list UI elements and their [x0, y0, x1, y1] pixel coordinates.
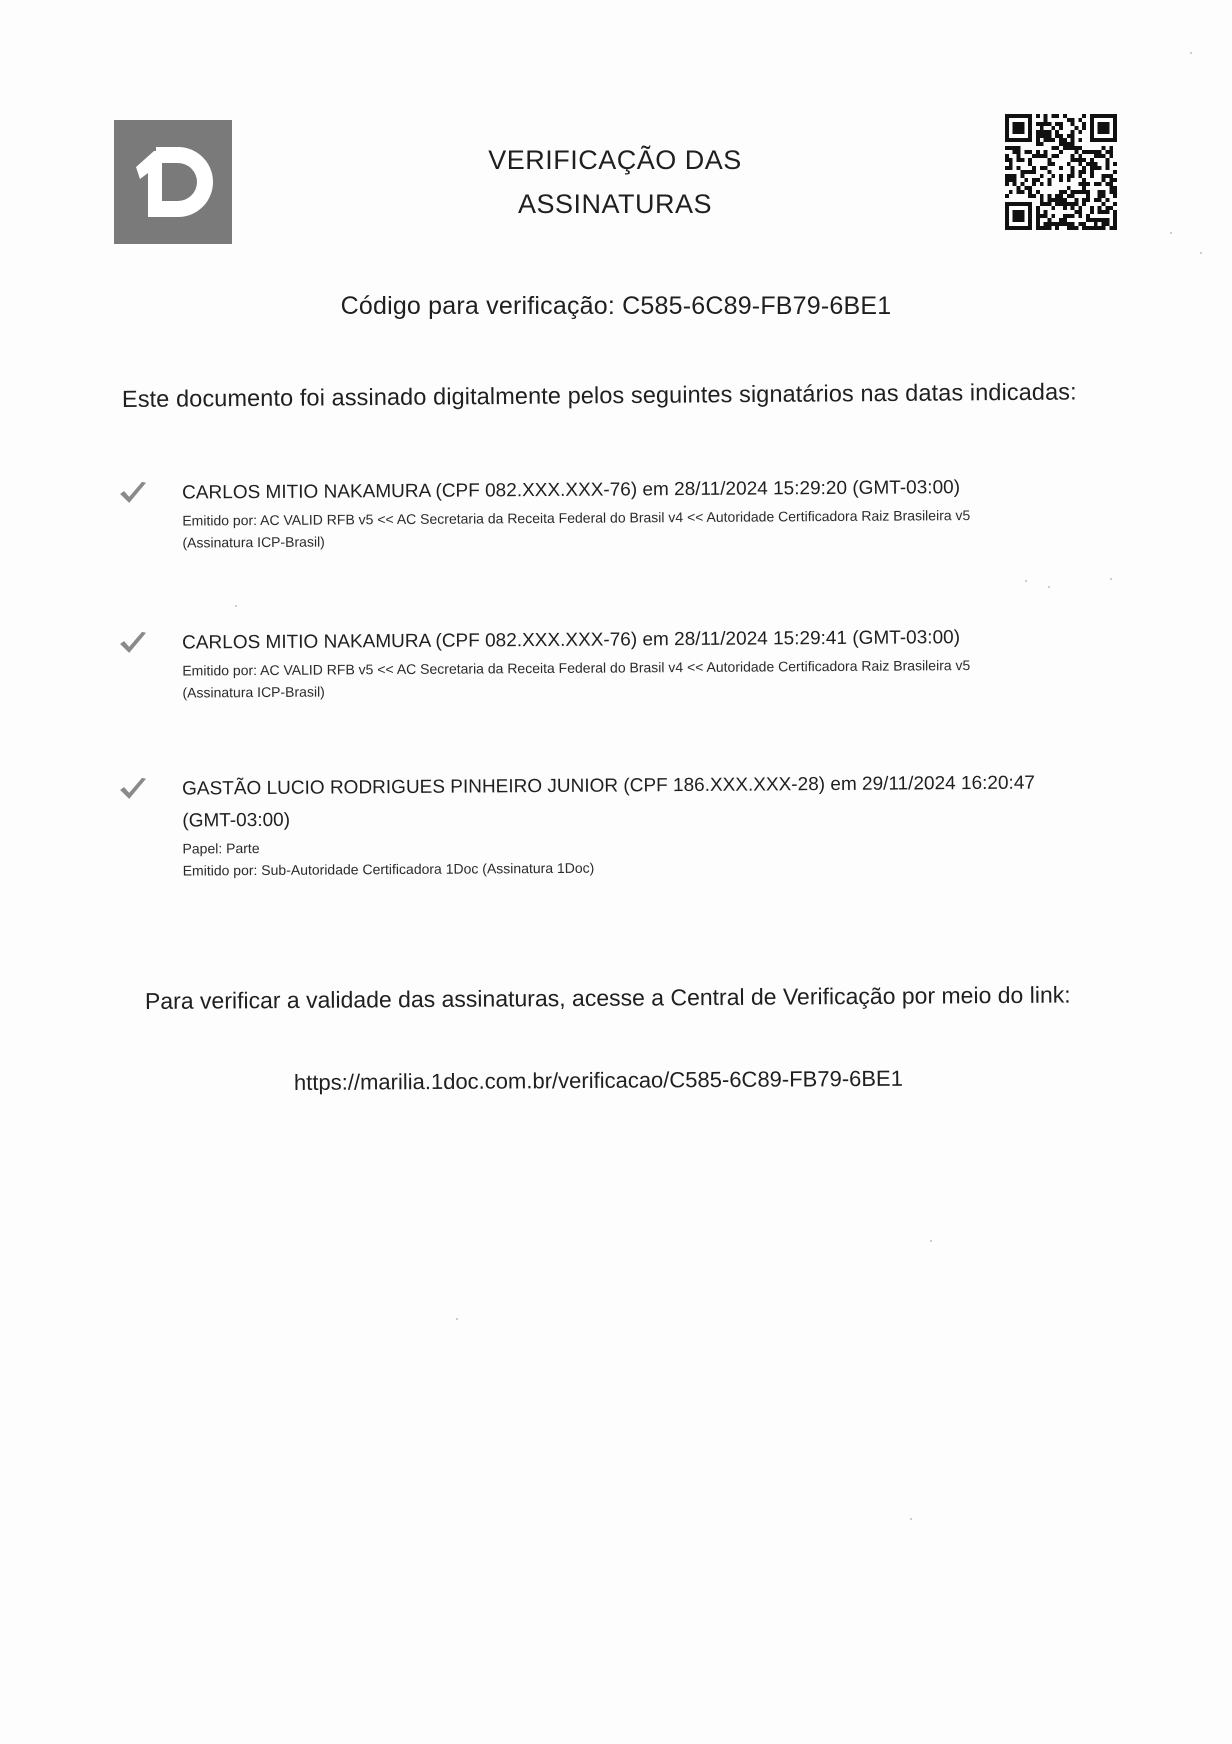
signer-line-continued: (GMT-03:00) [182, 809, 291, 832]
issuer-line: Emitido por: AC VALID RFB v5 << AC Secretaria da Receita Federal do Brasil v4 << Autoridade Certificadora Raiz Brasileira v5 [182, 507, 971, 529]
scan-speck [910, 1518, 912, 1520]
scan-speck [1200, 252, 1202, 254]
checkmark-icon [118, 630, 148, 656]
scan-speck [1190, 52, 1192, 54]
verification-code: Código para verificação: C585-6C89-FB79-6BE1 [340, 292, 892, 320]
1doc-logo-icon [114, 120, 232, 244]
signature-type: (Assinatura ICP-Brasil) [182, 533, 325, 551]
qr-code-icon [1005, 114, 1117, 230]
intro-text: Este documento foi assinado digitalmente pelos seguintes signatários nas datas indicadas: [121, 378, 1077, 412]
signature-entry [118, 767, 1118, 879]
scan-speck [930, 1240, 932, 1242]
checkmark-icon [118, 776, 148, 802]
signature-entry [118, 621, 1118, 701]
checkmark-icon [118, 480, 148, 506]
verification-instructions: Para verificar a validade das assinaturas, acesse a Central de Verificação por meio do link: [144, 981, 1071, 1014]
issuer-line: Emitido por: Sub-Autoridade Certificadora 1Doc (Assinatura 1Doc) [182, 859, 595, 879]
role-line: Papel: Parte [182, 840, 260, 857]
page-title [400, 138, 830, 226]
verification-link[interactable]: https://marilia.1doc.com.br/verificacao/C585-6C89-FB79-6BE1 [293, 1065, 904, 1095]
issuer-line: Emitido por: AC VALID RFB v5 << AC Secretaria da Receita Federal do Brasil v4 << Autoridade Certificadora Raiz Brasileira v5 [182, 657, 971, 679]
scan-speck [1048, 586, 1050, 588]
title-line-2: ASSINATURAS [517, 189, 713, 219]
signer-line: GASTÃO LUCIO RODRIGUES PINHEIRO JUNIOR (CPF 186.XXX.XXX-28) em 29/11/2024 16:20:47 [182, 772, 1036, 800]
scan-speck [235, 605, 237, 607]
signer-line: CARLOS MITIO NAKAMURA (CPF 082.XXX.XXX-76) em 28/11/2024 15:29:20 (GMT-03:00) [182, 477, 961, 504]
scan-speck [1110, 578, 1112, 580]
title-line-1: VERIFICAÇÃO DAS [488, 145, 742, 175]
signature-entry [118, 471, 1118, 551]
signer-line: CARLOS MITIO NAKAMURA (CPF 082.XXX.XXX-76) em 28/11/2024 15:29:41 (GMT-03:00) [182, 627, 961, 654]
scan-speck [1025, 580, 1027, 582]
signature-type: (Assinatura ICP-Brasil) [182, 683, 325, 701]
scan-speck [1170, 232, 1172, 234]
scan-speck [456, 1318, 458, 1320]
